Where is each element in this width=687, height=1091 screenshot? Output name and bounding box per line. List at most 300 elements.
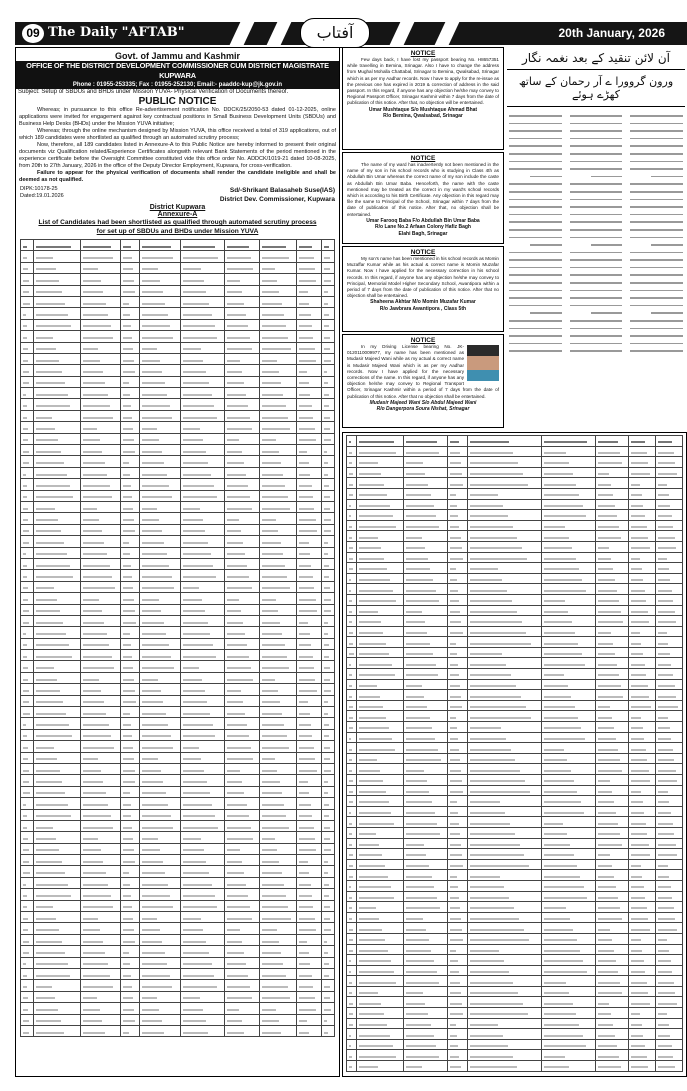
- table-cell: [140, 593, 181, 604]
- table-cell: [447, 488, 467, 499]
- table-cell: [595, 986, 629, 997]
- table-cell: [181, 627, 225, 638]
- table-cell: [80, 251, 121, 262]
- table-cell: [181, 262, 225, 273]
- table-cell: [181, 388, 225, 399]
- table-cell: [21, 467, 34, 478]
- table-cell: [322, 558, 335, 569]
- table-cell: [629, 467, 656, 478]
- table-row: [347, 552, 683, 563]
- table-cell: [33, 809, 80, 820]
- table-cell: [121, 285, 140, 296]
- table-cell: [541, 891, 595, 902]
- table-cell: [595, 711, 629, 722]
- table-cell: [447, 531, 467, 542]
- table-cell: [322, 422, 335, 433]
- table-row: [21, 900, 335, 911]
- table-cell: [225, 376, 260, 387]
- table-row: [21, 1025, 335, 1036]
- list-subtitle: for set up of SBDUs and BHDs under Mission YUVA: [96, 228, 259, 235]
- table-cell: [404, 563, 448, 574]
- table-cell: [181, 581, 225, 592]
- table-row: [21, 319, 335, 330]
- table-cell: [33, 957, 80, 968]
- table-cell: [541, 510, 595, 521]
- urdu-text-line: [509, 145, 562, 147]
- table-cell: [347, 912, 357, 923]
- table-cell: [225, 889, 260, 900]
- table-cell: [140, 319, 181, 330]
- table-cell: [595, 775, 629, 786]
- table-cell: [21, 855, 34, 866]
- table-cell: [259, 855, 297, 866]
- table-cell: [404, 690, 448, 701]
- table-cell: [404, 912, 448, 923]
- notice-paragraph: Now, therefore, all 189 candidates listed in Annexure-A to this Public Notice are hereby informed to present their original documents viz Qualification related/Experience Certificates alongwith relevant Bank Statements of the period mentioned in the experience certificate before the Oversight Committee constituted vide this office order No. ADDCK/1019-21 dated 10-08-2025, from 20th to 27th January, 2026 in the office of the Deputy Director Employment, Kupwara, for cross-verification.: [19, 142, 336, 169]
- urdu-text-line: [630, 297, 683, 299]
- table-cell: [140, 843, 181, 854]
- urdu-text-line: [591, 176, 623, 178]
- table-row: [21, 707, 335, 718]
- table-cell: [121, 672, 140, 683]
- table-cell: [21, 433, 34, 444]
- table-row: [21, 980, 335, 991]
- table-cell: [121, 900, 140, 911]
- urdu-text-line: [630, 305, 683, 307]
- table-cell: [225, 866, 260, 877]
- table-cell: [322, 820, 335, 831]
- table-cell: [357, 679, 404, 690]
- table-row: [347, 510, 683, 521]
- table-row: [347, 732, 683, 743]
- table-cell: [33, 342, 80, 353]
- table-cell: [656, 743, 683, 754]
- table-cell: [259, 251, 297, 262]
- table-cell: [595, 573, 629, 584]
- notice-name-correction: [342, 152, 504, 244]
- table-cell: [404, 552, 448, 563]
- table-cell: [181, 957, 225, 968]
- table-cell: [541, 955, 595, 966]
- table-cell: [347, 827, 357, 838]
- table-cell: [629, 573, 656, 584]
- table-cell: [447, 700, 467, 711]
- table-cell: [629, 775, 656, 786]
- table-cell: [447, 436, 467, 447]
- table-cell: [21, 262, 34, 273]
- table-cell: [541, 520, 595, 531]
- table-cell: [225, 991, 260, 1002]
- urdu-text-line: [570, 145, 623, 147]
- table-row: [21, 479, 335, 490]
- table-cell: [347, 467, 357, 478]
- table-row: [347, 616, 683, 627]
- table-cell: [21, 240, 34, 251]
- urdu-text-line: [570, 305, 623, 307]
- table-cell: [297, 912, 322, 923]
- table-cell: [225, 319, 260, 330]
- table-cell: [140, 524, 181, 535]
- urdu-text-line: [591, 312, 623, 314]
- table-cell: [80, 718, 121, 729]
- table-cell: [447, 753, 467, 764]
- table-row: [347, 478, 683, 489]
- table-cell: [467, 436, 541, 447]
- urdu-text-line: [630, 168, 683, 170]
- table-cell: [595, 849, 629, 860]
- table-cell: [140, 866, 181, 877]
- notice-body: The name of my ward has inadvertently not been mentioned in the name of my son in his school records who is studying in Class 4th as Abdullah Bin Umar whereas the correct name of my son include the caste as Abdullah Bin Umar Baba. Henceforth, the name with the caste mentioned may be treated as the correct in my ward's school records which is according to his Birth Certificate. Any objection in this regard may file the same to Principal of the School, Srinagar within 7 days from the date of publication of this notice. After that, no objection shall be entertained.: [347, 162, 499, 217]
- table-cell: [541, 647, 595, 658]
- table-cell: [447, 849, 467, 860]
- table-cell: [629, 510, 656, 521]
- table-cell: [347, 870, 357, 881]
- table-row: [347, 722, 683, 733]
- table-cell: [140, 695, 181, 706]
- table-row: [21, 957, 335, 968]
- table-cell: [541, 594, 595, 605]
- table-row: [21, 627, 335, 638]
- table-cell: [140, 262, 181, 273]
- table-cell: [467, 817, 541, 828]
- notice-date: Dated:19.01.2026: [20, 193, 64, 199]
- table-cell: [21, 718, 34, 729]
- table-cell: [121, 707, 140, 718]
- table-cell: [595, 478, 629, 489]
- table-row: [21, 684, 335, 695]
- table-cell: [322, 570, 335, 581]
- table-cell: [447, 986, 467, 997]
- table-cell: [629, 531, 656, 542]
- table-row: [21, 866, 335, 877]
- table-row: [21, 820, 335, 831]
- urdu-text-line: [570, 168, 623, 170]
- table-cell: [21, 957, 34, 968]
- table-cell: [80, 365, 121, 376]
- table-cell: [447, 775, 467, 786]
- table-row: [347, 912, 683, 923]
- table-cell: [259, 638, 297, 649]
- table-cell: [297, 274, 322, 285]
- urdu-text-line: [651, 312, 683, 314]
- table-row: [21, 558, 335, 569]
- urdu-text-line: [570, 229, 623, 231]
- table-row: [21, 798, 335, 809]
- table-row: [21, 661, 335, 672]
- table-cell: [404, 616, 448, 627]
- table-cell: [80, 558, 121, 569]
- table-cell: [259, 285, 297, 296]
- table-cell: [80, 741, 121, 752]
- table-cell: [297, 718, 322, 729]
- table-cell: [297, 570, 322, 581]
- table-cell: [181, 923, 225, 934]
- table-cell: [21, 558, 34, 569]
- table-cell: [322, 627, 335, 638]
- table-cell: [347, 859, 357, 870]
- table-cell: [322, 524, 335, 535]
- urdu-text-line: [509, 282, 562, 284]
- table-cell: [80, 809, 121, 820]
- table-cell: [80, 763, 121, 774]
- table-cell: [80, 775, 121, 786]
- table-cell: [541, 637, 595, 648]
- table-row: [21, 718, 335, 729]
- table-row: [347, 605, 683, 616]
- table-cell: [33, 262, 80, 273]
- table-cell: [121, 593, 140, 604]
- table-cell: [33, 285, 80, 296]
- table-cell: [259, 820, 297, 831]
- table-cell: [629, 912, 656, 923]
- table-cell: [21, 251, 34, 262]
- table-cell: [181, 991, 225, 1002]
- table-cell: [404, 1008, 448, 1019]
- table-cell: [33, 672, 80, 683]
- table-cell: [225, 456, 260, 467]
- table-cell: [225, 433, 260, 444]
- table-cell: [140, 912, 181, 923]
- table-cell: [656, 467, 683, 478]
- table-cell: [80, 376, 121, 387]
- urdu-text-line: [570, 183, 623, 185]
- table-cell: [181, 319, 225, 330]
- table-row: [21, 399, 335, 410]
- table-cell: [447, 584, 467, 595]
- table-cell: [467, 594, 541, 605]
- table-cell: [357, 743, 404, 754]
- urdu-text-line: [509, 252, 562, 254]
- table-cell: [467, 955, 541, 966]
- table-cell: [259, 866, 297, 877]
- table-cell: [404, 976, 448, 987]
- table-cell: [259, 365, 297, 376]
- table-cell: [656, 722, 683, 733]
- table-cell: [121, 1014, 140, 1025]
- table-cell: [656, 870, 683, 881]
- urdu-text-line: [630, 267, 683, 269]
- table-cell: [80, 353, 121, 364]
- table-cell: [322, 991, 335, 1002]
- table-cell: [297, 957, 322, 968]
- table-cell: [629, 594, 656, 605]
- table-cell: [225, 661, 260, 672]
- table-cell: [21, 479, 34, 490]
- table-cell: [467, 891, 541, 902]
- urdu-text-line: [630, 221, 683, 223]
- urdu-text-line: [630, 335, 683, 337]
- table-cell: [467, 510, 541, 521]
- table-cell: [80, 319, 121, 330]
- table-cell: [297, 593, 322, 604]
- urdu-text-line: [570, 130, 623, 132]
- table-cell: [357, 859, 404, 870]
- urdu-text-line: [651, 176, 683, 178]
- table-cell: [80, 445, 121, 456]
- table-cell: [347, 965, 357, 976]
- table-cell: [357, 563, 404, 574]
- table-cell: [33, 547, 80, 558]
- table-cell: [80, 422, 121, 433]
- table-cell: [297, 661, 322, 672]
- table-cell: [297, 638, 322, 649]
- table-cell: [447, 732, 467, 743]
- notice-paragraph: Whereas; in pursuance to this office Re-advertisement notification No. DDCK/25/2050-53 dated 01-12-2025, online applications were invited for engagement against key contractual positions in Small Business Development Units (SBDUs) and Business Help Desks (BHDs) under the Mission YUVA initiative;: [19, 107, 336, 127]
- table-cell: [225, 558, 260, 569]
- table-cell: [595, 669, 629, 680]
- table-cell: [140, 376, 181, 387]
- table-cell: [181, 672, 225, 683]
- table-cell: [33, 638, 80, 649]
- urdu-text-line: [570, 115, 623, 117]
- table-cell: [297, 490, 322, 501]
- table-cell: [80, 479, 121, 490]
- table-cell: [121, 319, 140, 330]
- table-cell: [259, 763, 297, 774]
- table-cell: [595, 1039, 629, 1050]
- table-cell: [629, 478, 656, 489]
- table-cell: [21, 570, 34, 581]
- table-cell: [404, 584, 448, 595]
- table-cell: [80, 889, 121, 900]
- table-cell: [121, 274, 140, 285]
- table-cell: [140, 467, 181, 478]
- table-cell: [297, 388, 322, 399]
- table-cell: [225, 775, 260, 786]
- table-cell: [656, 436, 683, 447]
- table-cell: [467, 584, 541, 595]
- table-cell: [140, 1025, 181, 1036]
- table-cell: [467, 1061, 541, 1072]
- table-cell: [541, 902, 595, 913]
- table-cell: [80, 388, 121, 399]
- table-cell: [404, 436, 448, 447]
- table-cell: [347, 457, 357, 468]
- table-cell: [656, 531, 683, 542]
- urdu-text-line: [509, 237, 562, 239]
- table-cell: [181, 855, 225, 866]
- table-cell: [259, 627, 297, 638]
- urdu-text-line: [530, 312, 562, 314]
- table-cell: [21, 331, 34, 342]
- table-cell: [140, 934, 181, 945]
- table-cell: [357, 584, 404, 595]
- table-cell: [629, 838, 656, 849]
- table-cell: [629, 520, 656, 531]
- table-cell: [629, 626, 656, 637]
- table-row: [347, 594, 683, 605]
- table-cell: [21, 866, 34, 877]
- table-cell: [259, 467, 297, 478]
- table-cell: [259, 342, 297, 353]
- table-cell: [541, 1061, 595, 1072]
- urdu-text-column: [630, 109, 683, 352]
- urdu-text-line: [630, 290, 683, 292]
- table-cell: [467, 626, 541, 637]
- table-cell: [259, 513, 297, 524]
- table-cell: [225, 684, 260, 695]
- table-cell: [259, 957, 297, 968]
- table-cell: [404, 817, 448, 828]
- table-cell: [259, 889, 297, 900]
- urdu-text-line: [570, 343, 623, 345]
- table-row: [21, 604, 335, 615]
- table-cell: [121, 490, 140, 501]
- table-cell: [322, 1003, 335, 1014]
- table-cell: [404, 764, 448, 775]
- table-cell: [467, 711, 541, 722]
- table-cell: [80, 946, 121, 957]
- table-cell: [656, 446, 683, 457]
- table-cell: [225, 809, 260, 820]
- table-cell: [322, 650, 335, 661]
- table-row: [347, 531, 683, 542]
- table-cell: [33, 912, 80, 923]
- table-cell: [322, 536, 335, 547]
- table-cell: [225, 718, 260, 729]
- table-row: [347, 785, 683, 796]
- table-cell: [322, 786, 335, 797]
- table-cell: [80, 900, 121, 911]
- table-cell: [33, 832, 80, 843]
- table-cell: [225, 843, 260, 854]
- urdu-text-line: [630, 350, 683, 352]
- table-cell: [357, 499, 404, 510]
- table-cell: [297, 342, 322, 353]
- table-cell: [656, 584, 683, 595]
- table-cell: [322, 923, 335, 934]
- urdu-text-line: [630, 183, 683, 185]
- table-row: [21, 433, 335, 444]
- table-cell: [181, 741, 225, 752]
- table-cell: [121, 832, 140, 843]
- table-cell: [21, 536, 34, 547]
- table-cell: [629, 806, 656, 817]
- table-cell: [541, 457, 595, 468]
- table-cell: [121, 296, 140, 307]
- table-cell: [357, 1050, 404, 1061]
- table-cell: [404, 986, 448, 997]
- table-cell: [656, 849, 683, 860]
- table-cell: [33, 684, 80, 695]
- table-cell: [121, 809, 140, 820]
- table-cell: [181, 524, 225, 535]
- table-cell: [259, 319, 297, 330]
- table-cell: [33, 980, 80, 991]
- table-cell: [595, 997, 629, 1008]
- table-cell: [80, 1014, 121, 1025]
- table-cell: [595, 563, 629, 574]
- table-cell: [656, 563, 683, 574]
- table-cell: [297, 775, 322, 786]
- table-cell: [297, 707, 322, 718]
- table-cell: [404, 541, 448, 552]
- table-cell: [80, 650, 121, 661]
- candidates-table-continued: [346, 435, 683, 1072]
- table-cell: [80, 274, 121, 285]
- table-cell: [33, 274, 80, 285]
- table-cell: [21, 638, 34, 649]
- table-cell: [140, 763, 181, 774]
- table-cell: [656, 753, 683, 764]
- table-cell: [656, 1029, 683, 1040]
- table-cell: [140, 832, 181, 843]
- table-cell: [595, 722, 629, 733]
- table-cell: [121, 638, 140, 649]
- table-cell: [595, 510, 629, 521]
- table-cell: [297, 798, 322, 809]
- table-cell: [322, 399, 335, 410]
